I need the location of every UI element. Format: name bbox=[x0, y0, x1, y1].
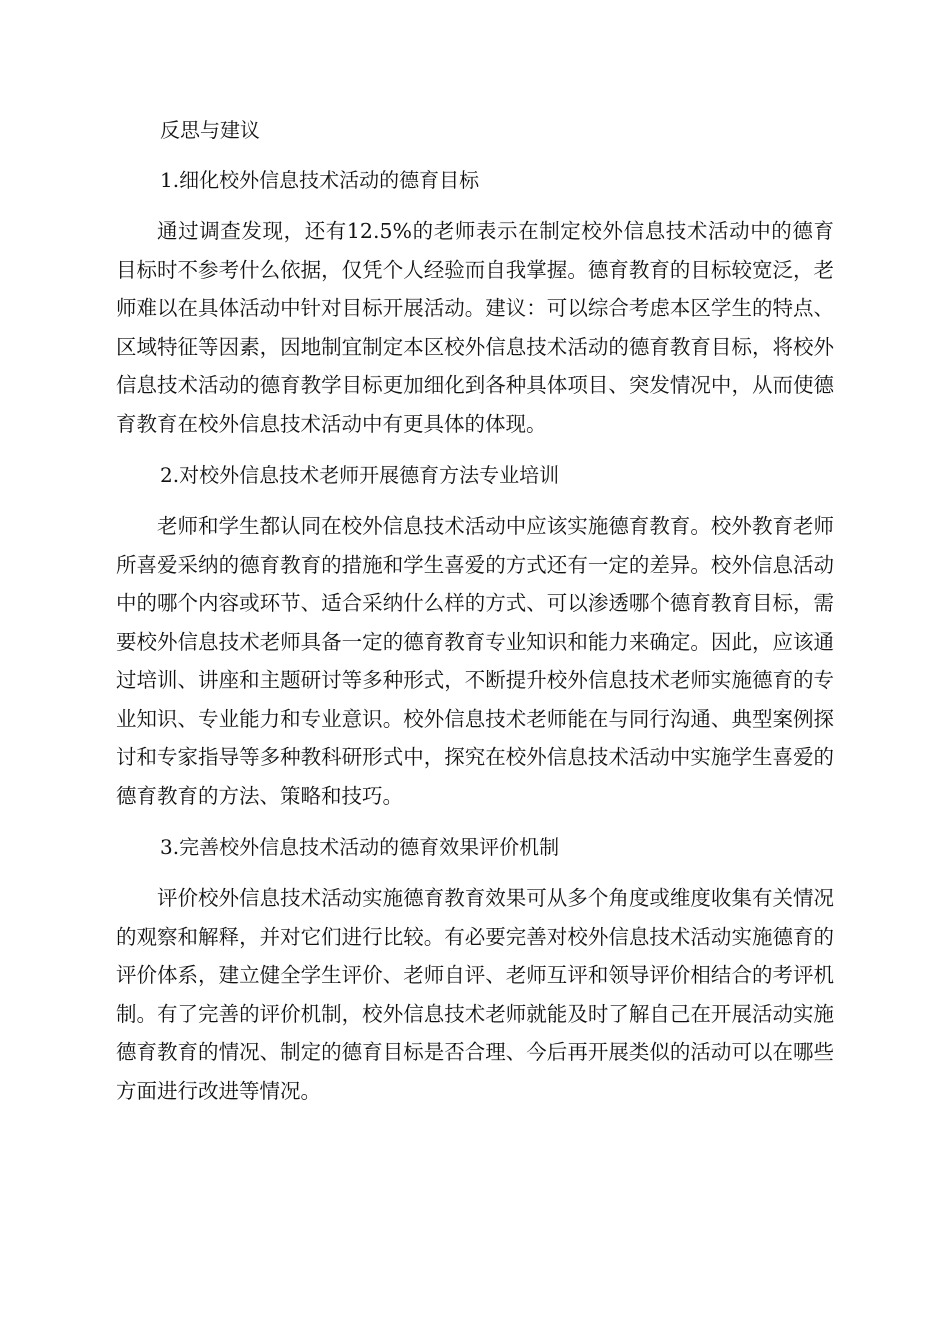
section-1-paragraph: 通过调查发现，还有12.5%的老师表示在制定校外信息技术活动中的德育目标时不参考什么依据，仅凭个人经验而自我掌握。德育教育的目标较宽泛，老师难以在具体活动中针对目标开展活动。建议：可以综合考虑本区学生的特点、区域特征等因素，因地制宜制定本区校外信息技术活动的德育教育目标，将校外信息技术活动的德育教学目标更加细化到各种具体项目、突发情况中，从而使德育教育在校外信息技术活动中有更具体的体现。 bbox=[116, 219, 834, 436]
section-3-paragraph: 评价校外信息技术活动实施德育教育效果可从多个角度或维度收集有关情况的观察和解释，并对它们进行比较。有必要完善对校外信息技术活动实施德育的评价体系，建立健全学生评价、老师自评、老师互评和领导评价相结合的考评机制。有了完善的评价机制，校外信息技术老师就能及时了解自己在开展活动实施德育教育的情况、制定的德育目标是否合理、今后再开展类似的活动可以在哪些方面进行改进等情况。 bbox=[116, 886, 834, 1103]
section-1-heading: 1.细化校外信息技术活动的德育目标 bbox=[160, 168, 480, 192]
section-3-heading: 3.完善校外信息技术活动的德育效果评价机制 bbox=[160, 835, 560, 859]
document-title: 反思与建议 bbox=[160, 118, 260, 142]
section-2-paragraph: 老师和学生都认同在校外信息技术活动中应该实施德育教育。校外教育老师所喜爱采纳的德育教育的措施和学生喜爱的方式还有一定的差异。校外信息活动中的哪个内容或环节、适合采纳什么样的方式、可以渗透哪个德育教育目标，需要校外信息技术老师具备一定的德育教育专业知识和能力来确定。因此，应该通过培训、讲座和主题研讨等多种形式，不断提升校外信息技术老师实施德育的专业知识、专业能力和专业意识。校外信息技术老师能在与同行沟通、典型案例探讨和专家指导等多种教科研形式中，探究在校外信息技术活动中实施学生喜爱的德育教育的方法、策略和技巧。 bbox=[116, 514, 834, 808]
document-page bbox=[116, 112, 834, 1124]
section-2-heading: 2.对校外信息技术老师开展德育方法专业培训 bbox=[160, 463, 560, 487]
